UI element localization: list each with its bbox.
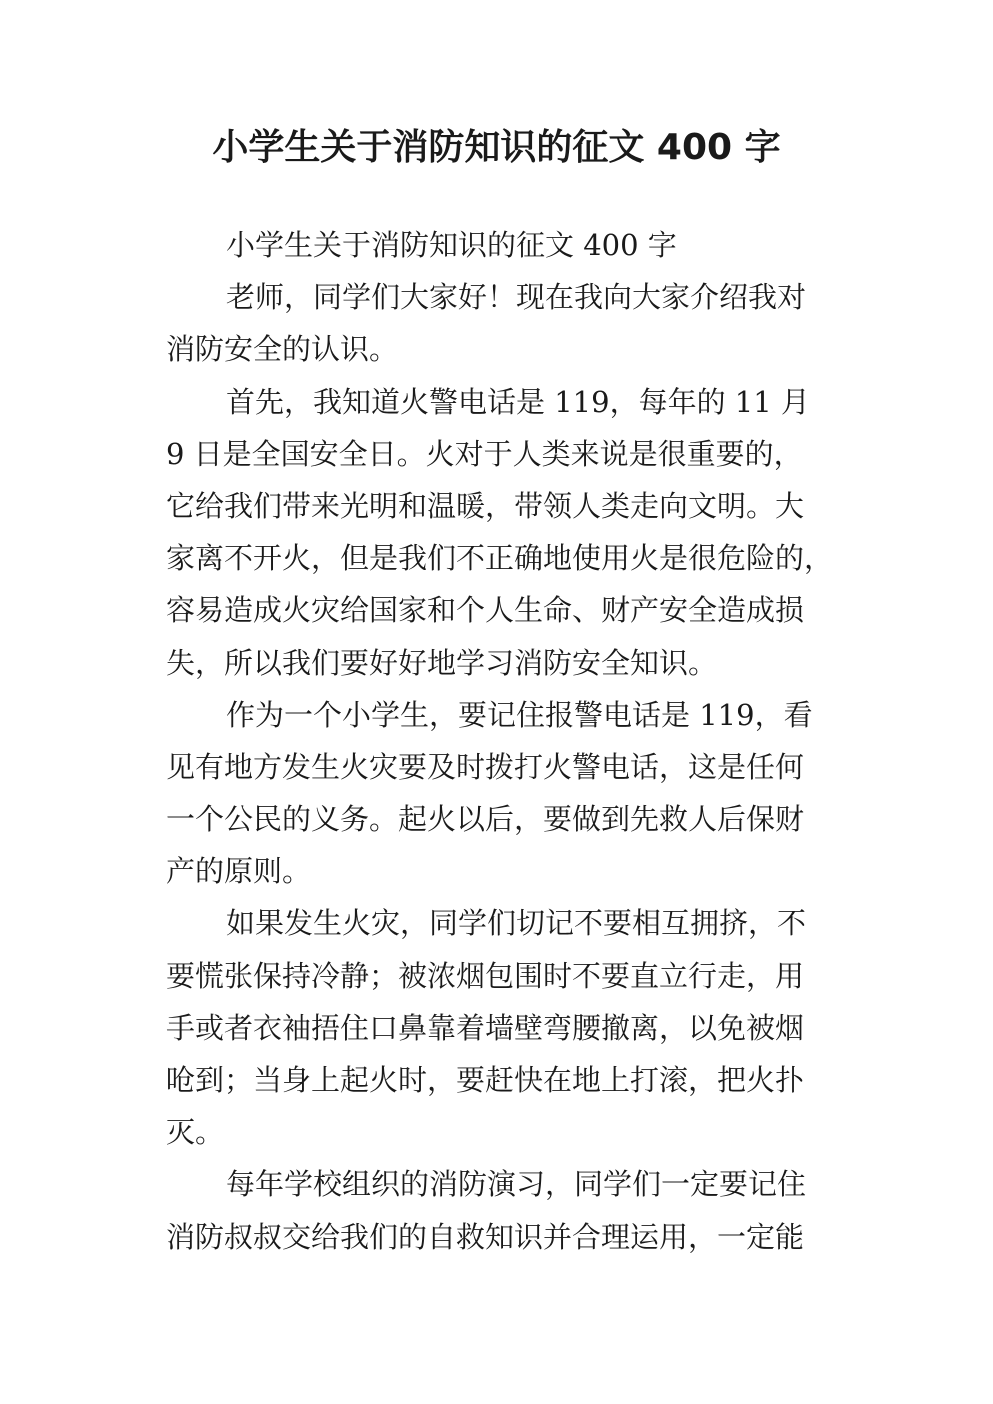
body-line: 要慌张保持冷静；被浓烟包围时不要直立行走，用 (166, 958, 805, 993)
body-line: 一个公民的义务。起火以后，要做到先救人后保财 (166, 802, 805, 837)
body-line: 见有地方发生火灾要及时拨打火警电话，这是任何 (166, 749, 805, 784)
body-line: 手或者衣袖捂住口鼻靠着墙壁弯腰撤离，以免被烟 (166, 1010, 805, 1045)
body-line: 它给我们带来光明和温暖，带领人类走向文明。大 (166, 488, 805, 523)
document-title: 小学生关于消防知识的征文 400 字 (212, 127, 781, 168)
body-line: 首先，我知道火警电话是 119，每年的 11 月 (226, 384, 810, 419)
body-line: 灭。 (166, 1115, 225, 1150)
document-body (166, 219, 834, 1263)
body-line: 失，所以我们要好好地学习消防安全知识。 (166, 645, 718, 680)
body-line: 每年学校组织的消防演习，同学们一定要记住 (226, 1167, 807, 1202)
body-line: 消防安全的认识。 (166, 332, 399, 367)
body-line: 产的原则。 (166, 854, 312, 889)
body-line: 如果发生火灾，同学们切记不要相互拥挤，不 (226, 906, 807, 941)
body-line: 9 日是全国安全日。火对于人类来说是很重要的， (166, 436, 803, 471)
body-line: 消防叔叔交给我们的自救知识并合理运用，一定能 (166, 1219, 805, 1254)
body-line: 容易造成火灾给国家和个人生命、财产安全造成损 (166, 593, 805, 628)
body-line: 老师，同学们大家好！现在我向大家介绍我对 (226, 280, 807, 315)
body-line: 小学生关于消防知识的征文 400 字 (226, 228, 677, 262)
body-line: 呛到；当身上起火时，要赶快在地上打滚，把火扑 (166, 1063, 805, 1097)
body-line: 家离不开火，但是我们不正确地使用火是很危险的， (166, 541, 834, 576)
body-line: 作为一个小学生，要记住报警电话是 119，看 (226, 697, 813, 732)
